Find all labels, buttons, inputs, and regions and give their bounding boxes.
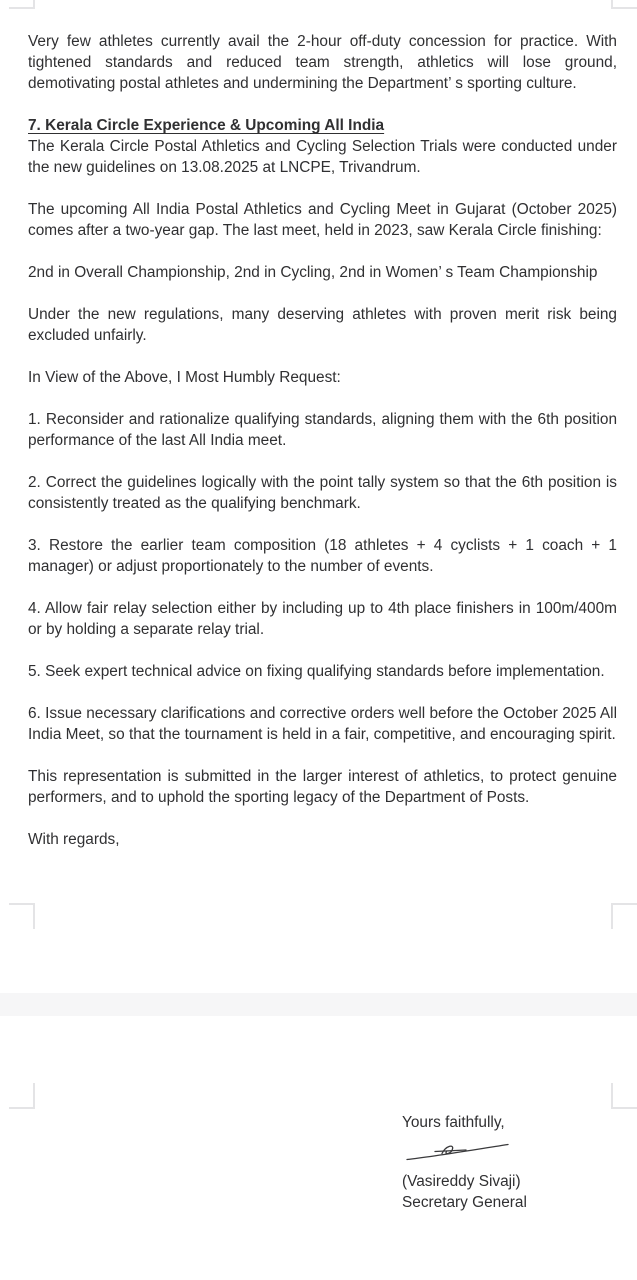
paragraph-with-regards: With regards, bbox=[28, 831, 120, 848]
paragraph-concession: Very few athletes currently avail the 2-hour off-duty concession for practice. With tightened standards and reduced team strength, athletics will lose ground, demotivating postal athletes and undermining the Department’ s sporting culture. bbox=[28, 33, 617, 92]
request-item-1: 1. Reconsider and rationalize qualifying standards, aligning them with the 6th position performance of the last All India meet. bbox=[28, 411, 617, 449]
paragraph-closing-statement: This representation is submitted in the larger interest of athletics, to protect genuine performers, and to uphold the sporting legacy of the Department of Posts. bbox=[28, 768, 617, 806]
signature-block bbox=[402, 1112, 527, 1213]
paragraph-2023-results: 2nd in Overall Championship, 2nd in Cycling, 2nd in Women’ s Team Championship bbox=[28, 264, 598, 281]
paragraph-upcoming-meet: The upcoming All India Postal Athletics and Cycling Meet in Gujarat (October 2025) comes after a two-year gap. The last meet, held in 2023, saw Kerala Circle finishing: bbox=[28, 201, 617, 239]
signature-closing: Yours faithfully, bbox=[402, 1114, 505, 1131]
crop-corner-mark-lower-right bbox=[611, 1083, 637, 1109]
paragraph-exclusion-risk: Under the new regulations, many deserving athletes with proven merit risk being excluded unfairly. bbox=[28, 306, 617, 344]
paragraph-selection-trials: The Kerala Circle Postal Athletics and Cycling Selection Trials were conducted under the new guidelines on 13.08.2025 at LNCPE, Trivandrum. bbox=[28, 138, 617, 176]
request-item-2: 2. Correct the guidelines logically with the point tally system so that the 6th position is consistently treated as the qualifying benchmark. bbox=[28, 474, 617, 512]
crop-corner-mark-lower-left bbox=[9, 1083, 35, 1109]
crop-corner-mark-top-left bbox=[9, 0, 35, 9]
request-item-6: 6. Issue necessary clarifications and corrective orders well before the October 2025 All India Meet, so that the tournament is held in a fair, competitive, and encouraging spirit. bbox=[28, 705, 617, 743]
crop-corner-mark-top-right bbox=[611, 0, 637, 9]
page-separator-band bbox=[0, 993, 637, 1016]
crop-corner-mark-mid-right bbox=[611, 903, 637, 929]
request-item-5: 5. Seek expert technical advice on fixing qualifying standards before implementation. bbox=[28, 663, 605, 680]
signatory-name: (Vasireddy Sivaji) bbox=[402, 1173, 521, 1190]
signatory-title: Secretary General bbox=[402, 1194, 527, 1211]
signature-scribble-icon bbox=[404, 1140, 512, 1162]
request-item-3: 3. Restore the earlier team composition (18 athletes + 4 cyclists + 1 coach + 1 manager) or adjust proportionately to the number of events. bbox=[28, 537, 617, 575]
request-item-4: 4. Allow fair relay selection either by including up to 4th place finishers in 100m/400m or by holding a separate relay trial. bbox=[28, 600, 617, 638]
paragraph-request-intro: In View of the Above, I Most Humbly Request: bbox=[28, 369, 341, 386]
crop-corner-mark-mid-left bbox=[9, 903, 35, 929]
document-body bbox=[28, 31, 617, 871]
section-heading-kerala-circle: 7. Kerala Circle Experience & Upcoming All India bbox=[28, 117, 385, 134]
